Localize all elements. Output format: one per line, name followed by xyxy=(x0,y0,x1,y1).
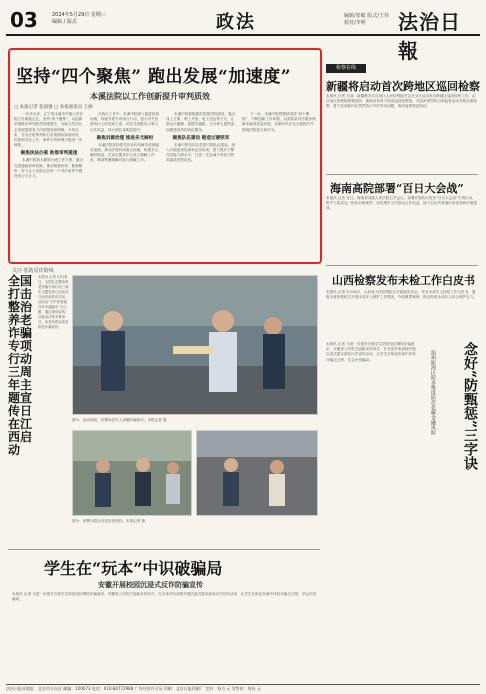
photo-caption: 图为：民警为群众发放宣传资料。本报记者 摄 xyxy=(72,519,146,523)
lead-paragraph: 在执行工作中，本溪中院深入推进执源治理，持续开展专项执行行动，加大对失信被执行人的惩戒力度，切实兑现胜诉当事人合法权益，执行到位率明显提升。 xyxy=(90,112,160,132)
issue-date: 2024年5月29日 星期三 编辑 / 版式 xyxy=(52,12,106,25)
lead-paragraph: 本溪中院积极推进智慧法院建设，通过线上立案、网上开庭、电子送达等方式，让群众少跑腿、数据多跑路，为当事人提供更加便捷高效的诉讼服务。 xyxy=(166,112,236,132)
section-title: 政法 xyxy=(216,12,256,33)
bottom-headline[interactable]: 学生在“玩本”中识破骗局 xyxy=(44,559,223,578)
lead-paragraph: 本溪中院坚持以党建引领队伍建设，深入开展政治轮训和业务培训，着力提升干警司法能力和水平，打造一支忠诚干净担当的高素质法院队伍。 xyxy=(166,142,236,163)
article-body: 本报讯 记者 为进一步提升在校学生防范电信网络诈骗意识，安徽省公安机关创新宣传形式，在全省多所高校开展沉浸式剧本游戏反诈宣传活动，让学生在角色扮演中体验诈骗全过程，学会识别骗局。 xyxy=(326,342,416,362)
news-photo[interactable] xyxy=(72,430,192,516)
page-number: 03 xyxy=(10,8,38,32)
lead-paragraph: 本溪中院加大繁简分流工作力度，健全完善速裁快审机制，推动简案快审、繁案精审，努力让人民群众在每一个司法案件中感受到公平正义。 xyxy=(14,158,84,179)
lead-subhead: 聚焦队伍建设 锻造过硬铁军 xyxy=(172,135,230,141)
vertical-headline[interactable]: 全国打击整治养老诈骗专项行动三周年主题宣传日在江西启动 xyxy=(8,274,33,457)
lead-paragraph: 下一步，本溪中院将继续坚持“四个聚焦”，不断创新工作举措，以高质量司法服务保障本溪高质量发展，在新时代东北全面振兴中展现法院担当和作为。 xyxy=(242,112,316,132)
vertical-headline-main: 念好“防甄惩”三字诀 xyxy=(462,342,478,471)
vertical-subheadline: 温州瓯海区院多维度防范化解金融风险 xyxy=(430,350,436,435)
section-tag: 关注·惩防反诈防线 xyxy=(12,268,54,274)
article-body: 本报讯 记者 5月28日，山西省人民检察院召开新闻发布会，发布未成年人检察工作白皮书，通报全省检察机关开展未成年人保护工作情况，介绍典型案例，推动形成未成年人综合保护合力。 xyxy=(326,290,477,300)
editor-credits: 编辑/张敏 版式/王伟 校对/李明 xyxy=(344,13,389,26)
divider xyxy=(326,174,478,175)
article-body: 本报讯 记者 为进一步提升在校学生防范电信网络诈骗意识，安徽省公安机关创新宣传形式，在全省多所高校开展沉浸式剧本游戏反诈宣传活动，让学生在角色扮演中体验诈骗全过程，学会识别骗局。 xyxy=(12,592,317,602)
divider xyxy=(326,265,478,266)
article-body: 本报讯 记者 日前，新疆维吾尔自治区人民检察院决定在全区启动首次跨地区巡回检察工作，由自治区检察院统筹组织，抽调业务骨干组成巡回检察组，对监狱刑罚执行和监管活动开展全面检察，着力发现和纠正刑罚执行中的突出问题，推动监狱规范执法。 xyxy=(326,94,477,109)
article-headline[interactable]: 海南高院部署“百日大会战” xyxy=(330,182,464,195)
lead-byline: □ 本报记者 张国强 □ 本报通讯员 王丽 xyxy=(14,105,93,110)
lead-paragraph: 本溪法院坚持把非诉讼纠纷解决机制挺在前面，推动矛盾纠纷源头化解，构建多元解纷格局，在诉讼服务中心设立调解工作室，聘请特邀调解员参与调解工作。 xyxy=(90,142,160,163)
lead-column-2 xyxy=(90,112,160,258)
lead-body xyxy=(14,112,316,258)
lead-column-1 xyxy=(14,112,84,258)
photo-illustration xyxy=(197,431,318,516)
masthead-logo: 法治日報 xyxy=(398,10,461,63)
lead-paragraph: 一年多以来，辽宁省本溪市中级人民法院立足职能定位，坚持“四个聚焦”，以创新举措推动审判质效持续提升，为地方经济社会发展提供有力司法服务和保障。今年以来，全市法院审判执行各项指标持续向好，结案率同比上升，案件平均审理天数进一步缩短。 xyxy=(14,112,84,148)
divider xyxy=(8,549,320,550)
lead-headline[interactable]: 坚持“四个聚焦” 跑出发展“加速度” xyxy=(16,67,292,87)
lead-subhead: 聚焦执法办案 助推审判提速 xyxy=(20,151,78,157)
section-tag: 检察在线 xyxy=(326,64,366,73)
news-photo[interactable] xyxy=(196,430,318,516)
article-body: 本报讯 记者 近日，海南省高级人民法院召开会议，部署开展执行攻坚“百日大会战”专项行动，集中力量攻克一批执行难案件，切实维护人民群众合法权益，助力自由贸易港法治化营商环境建设。 xyxy=(326,196,477,211)
photo-caption: 图为：活动现场，民警向老年人讲解防骗知识。本报记者 摄 xyxy=(72,418,167,422)
lead-subhead: 聚焦诉源治理 推进多元解纷 xyxy=(96,135,154,141)
article-headline[interactable]: 新疆将启动首次跨地区巡回检察 xyxy=(326,80,480,93)
photo-illustration xyxy=(73,431,192,516)
bottom-subheadline: 安徽开展校园沉浸式反诈防骗宣传 xyxy=(98,581,203,589)
page-footer: 法治日报社地址：北京市丰台区 邮编：100073 电话：010-84772988 广告经营许可证 印刷：北京日报印刷厂 定价：每月 元 零售价：每份 元 xyxy=(6,684,480,692)
lead-column-4 xyxy=(242,112,316,258)
article-headline[interactable]: 山西检察发布未检工作白皮书 xyxy=(332,274,475,287)
lead-subheadline: 本溪法院以工作创新提升审判质效 xyxy=(90,92,210,101)
lead-column-3 xyxy=(166,112,236,258)
photo-illustration xyxy=(73,276,318,415)
news-photo[interactable] xyxy=(72,275,318,415)
page-header xyxy=(6,6,480,63)
article-body: 本报讯 记者 5月28日，全国打击整治养老诈骗专项行动三周年主题宣传日活动在江西省南昌市启动，活动以“守护养老钱 共享幸福晚年”为主题，通过现场宣传、以案说法等多种形式，向老年群众普及防范诈骗知识。 xyxy=(38,275,69,329)
vertical-headline[interactable] xyxy=(440,342,480,470)
